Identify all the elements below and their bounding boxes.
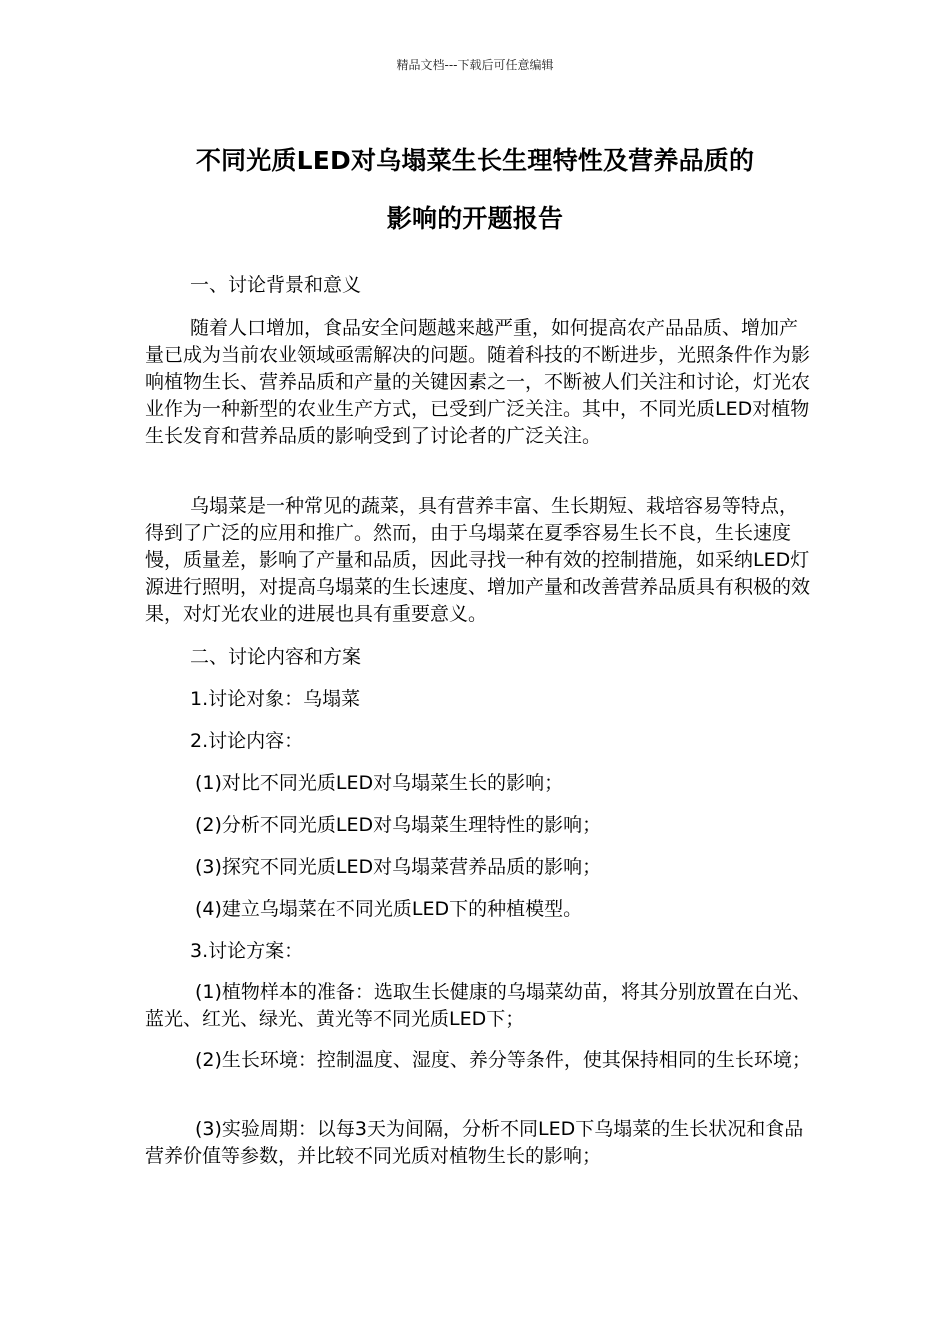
research-content-item-2: (2)分析不同光质LED对乌塌菜生理特性的影响； [195,814,602,836]
header-note: 精品文档---下载后可任意编辑 [396,58,554,72]
section-1-heading: 一、讨论背景和意义 [190,274,362,296]
research-plan-item-1: (1)植物样本的准备：选取生长健康的乌塌菜幼苗，将其分别放置在白光、蓝光、红光、绿光、黄光等不同光质LED下； [145,981,811,1030]
document-title [120,132,830,248]
section-2-heading: 二、讨论内容和方案 [190,646,362,668]
research-content-item-3: (3)探究不同光质LED对乌塌菜营养品质的影响； [195,856,602,878]
title-line-2: 影响的开题报告 [386,204,564,233]
section-1-paragraph-2: 乌塌菜是一种常见的蔬菜，具有营养丰富、生长期短、栽培容易等特点，得到了广泛的应用和推广。然而，由于乌塌菜在夏季容易生长不良，生长速度慢，质量差，影响了产量和品质，因此寻找一种有效的控制措施，如采纳LED灯源进行照明，对提高乌塌菜的生长速度、增加产量和改善营养品质具有积极的效果，对灯光农业的进展也具有重要意义。 [145,495,811,625]
title-line-1: 不同光质LED对乌塌菜生长生理特性及营养品质的 [195,146,755,175]
research-plan-item-2: (2)生长环境：控制温度、湿度、养分等条件，使其保持相同的生长环境； [195,1049,811,1071]
research-plan-heading: 3.讨论方案： [190,940,304,962]
research-content-item-4: (4)建立乌塌菜在不同光质LED下的种植模型。 [195,898,583,920]
research-content-heading: 2.讨论内容： [190,730,304,752]
research-content-item-1: (1)对比不同光质LED对乌塌菜生长的影响； [195,772,564,794]
research-plan-item-3: (3)实验周期：以每3天为间隔，分析不同LED下乌塌菜的生长状况和食品营养价值等参数，并比较不同光质对植物生长的影响； [145,1118,804,1167]
research-object: 1.讨论对象：乌塌菜 [190,688,361,710]
section-1-paragraph-1: 随着人口增加，食品安全问题越来越严重，如何提高农产品品质、增加产量已成为当前农业领域亟需解决的问题。随着科技的不断进步，光照条件作为影响植物生长、营养品质和产量的关键因素之一，不断被人们关注和讨论，灯光农业作为一种新型的农业生产方式，已受到广泛关注。其中，不同光质LED对植物生长发育和营养品质的影响受到了讨论者的广泛关注。 [145,317,811,447]
